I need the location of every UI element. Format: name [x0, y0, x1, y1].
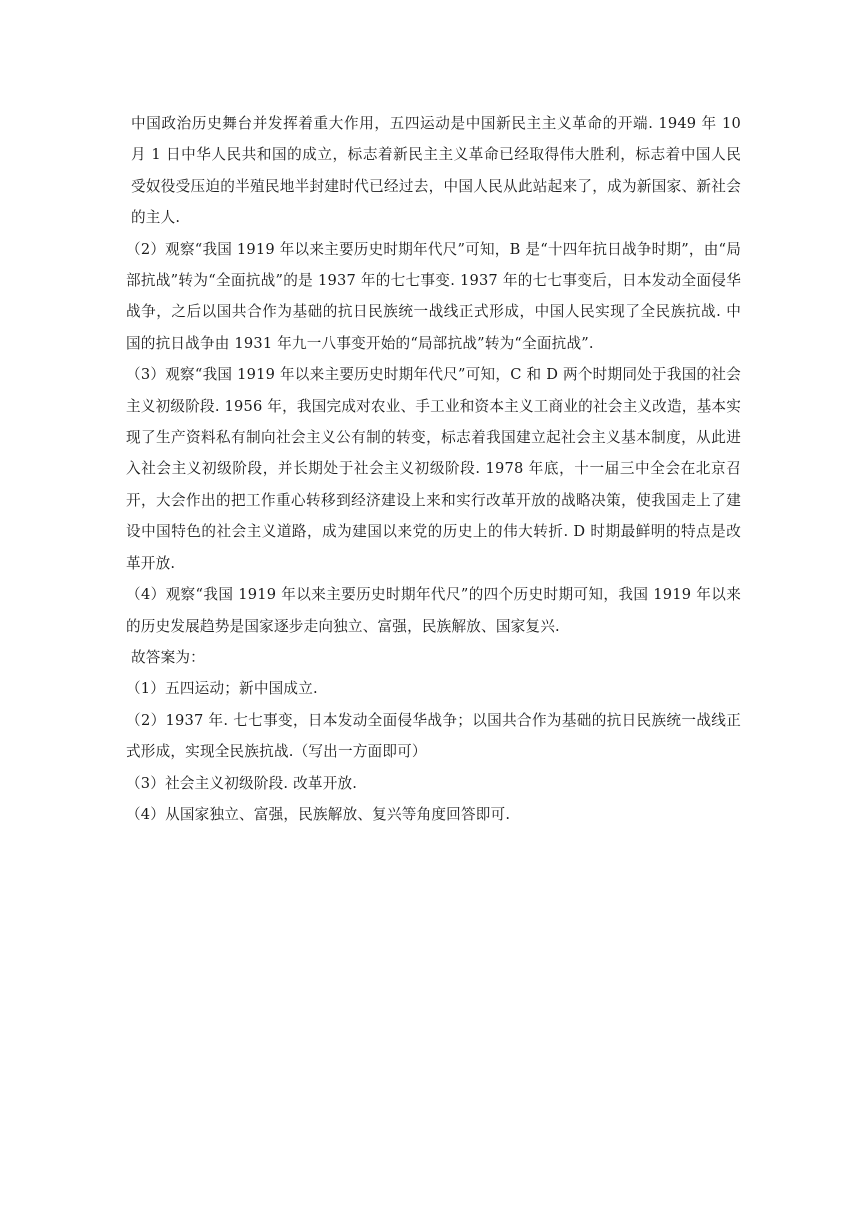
answer-4: （4）从国家独立、富强，民族解放、复兴等角度回答即可.	[126, 805, 511, 823]
paragraph-analysis-4: （4）观察“我国 1919 年以来主要历史时期年代尺”的四个历史时期可知，我国 1919 年以来的历史发展趋势是国家逐步走向独立、富强，民族解放、国家复兴.	[126, 586, 741, 635]
answer-heading: 故答案为：	[131, 648, 205, 666]
answer-2: （2）1937 年. 七七事变，日本发动全面侵华战争；以国共合作为基础的抗日民族统一战线正式形成，实现全民族抗战.（写出一方面即可）	[126, 711, 741, 761]
paragraph-intro: 中国政治历史舞台并发挥着重大作用，五四运动是中国新民主主义革命的开端. 1949 年 10 月 1 日中华人民共和国的成立，标志着新民主主义革命已经取得伟大胜利，标志着中国人民受奴役受压迫的半殖民地半封建时代已经过去，中国人民从此站起来了，成为新国家、新社会的主人.	[131, 115, 741, 227]
document-body	[126, 108, 741, 830]
paragraph-analysis-2: （2）观察“我国 1919 年以来主要历史时期年代尺”可知，B 是“十四年抗日战争时期”，由“局部抗战”转为“全面抗战”的是 1937 年的七七事变. 1937 年的七七事变后，日本发动全面侵华战争，之后以国共合作为基础的抗日民族统一战线正式形成，中国人民实现了全民族抗战. 中国的抗日战争由 1931 年九一八事变开始的“局部抗战”转为“全面抗战”.	[126, 240, 741, 352]
answer-3: （3）社会主义初级阶段. 改革开放.	[126, 774, 358, 792]
answer-1: （1）五四运动；新中国成立.	[126, 680, 318, 698]
paragraph-analysis-3: （3）观察“我国 1919 年以来主要历史时期年代尺”可知，C 和 D 两个时期同处于我国的社会主义初级阶段. 1956 年，我国完成对农业、手工业和资本主义工商业的社会主义改造，基本实现了生产资料私有制向社会主义公有制的转变，标志着我国建立起社会主义基本制度，从此进入社会主义初级阶段，并长期处于社会主义初级阶段. 1978 年底，十一届三中全会在北京召开，大会作出的把工作重心转移到经济建设上来和实行改革开放的战略决策，使我国走上了建设中国特色的社会主义道路，成为建国以来党的历史上的伟大转折. D 时期最鲜明的特点是改革开放.	[126, 366, 741, 572]
